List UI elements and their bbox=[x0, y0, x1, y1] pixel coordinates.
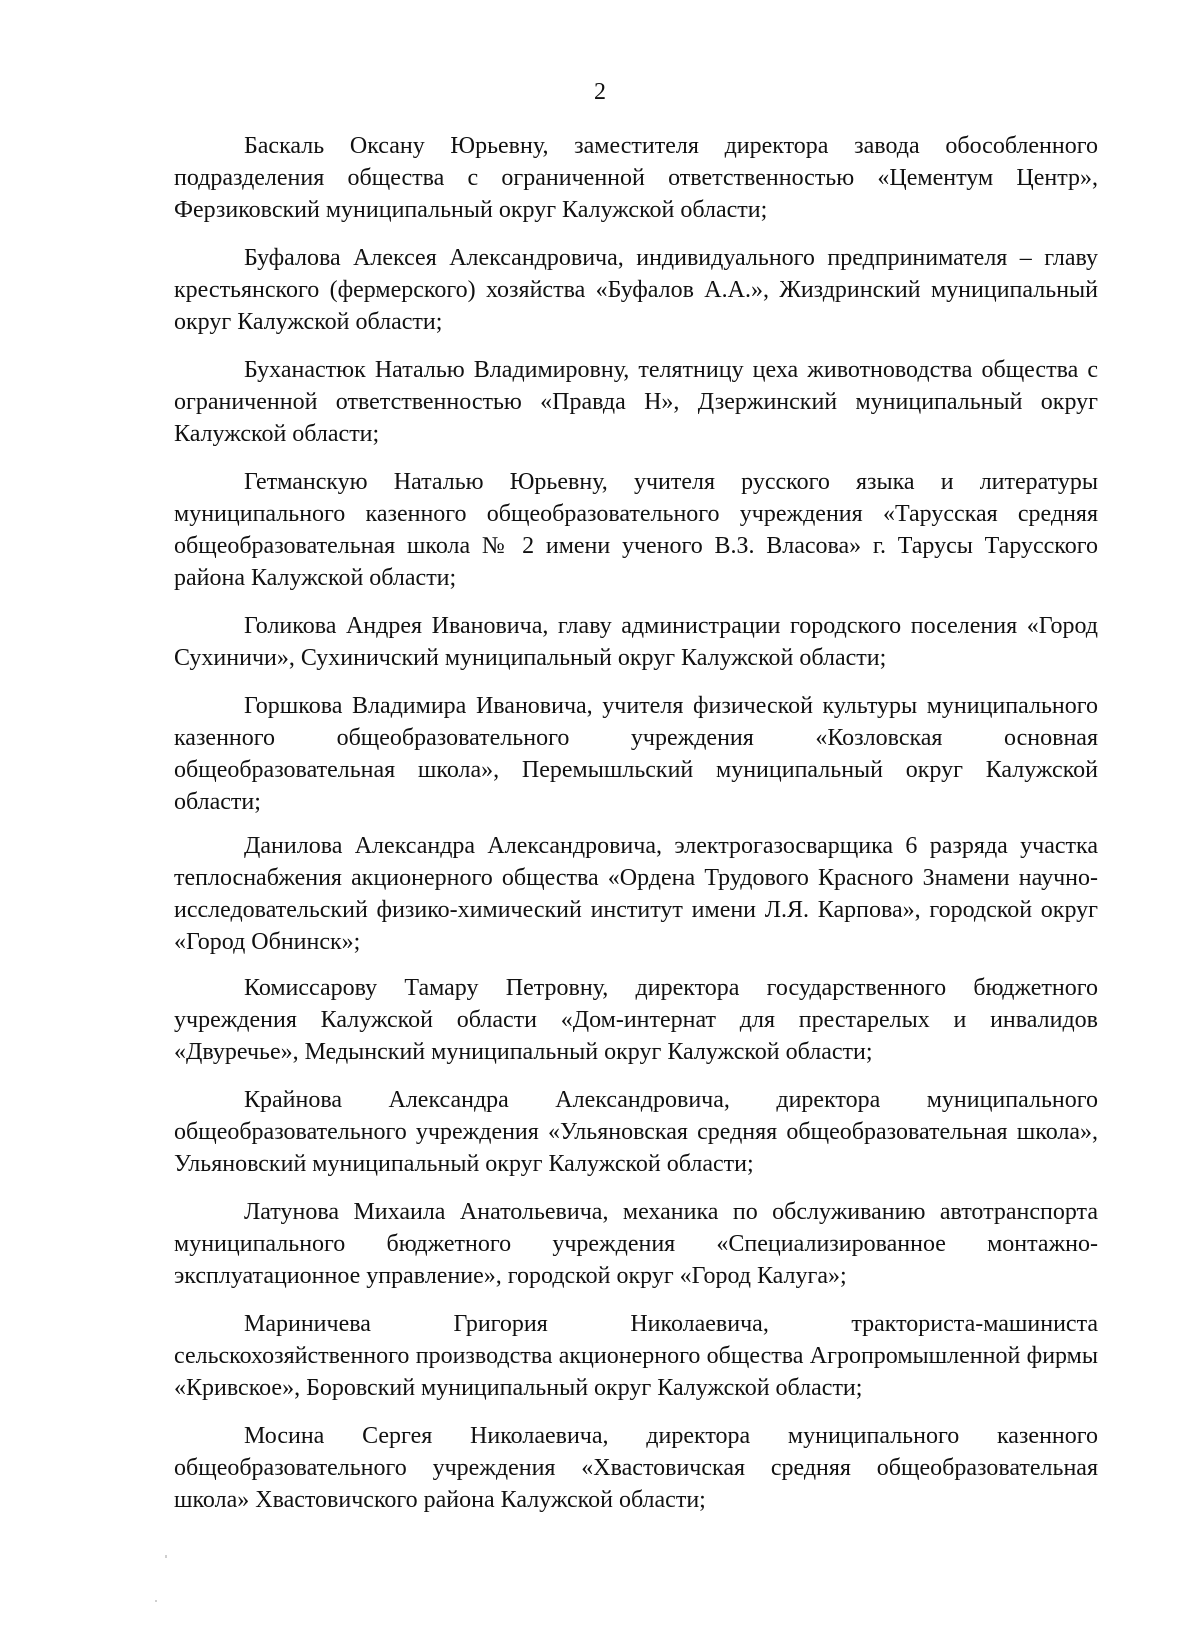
award-entry bbox=[174, 130, 1098, 226]
scan-speck bbox=[165, 1555, 167, 1558]
entry-text: Мосина Сергея Николаевича, директора муниципального казенного общеобразовательного учреждения «Хвастовичская средняя общеобразовательная школа» Хвастовичского района Калужской области; bbox=[174, 1423, 1098, 1513]
entry-text: Голикова Андрея Ивановича, главу администрации городского поселения «Город Сухиничи», Сухиничский муниципальный округ Калужской области; bbox=[174, 613, 1098, 671]
award-entry bbox=[174, 610, 1098, 674]
entry-text: Горшкова Владимира Ивановича, учителя физической культуры муниципального казенного общеобразовательного учреждения «Козловская основная общеобразовательная школа», Перемышльский муниципальный округ Калужской области; bbox=[174, 693, 1098, 815]
entry-text: Буфалова Алексея Александровича, индивидуального предпринимателя – главу крестьянского (фермерского) хозяйства «Буфалов А.А.», Жиздринский муниципальный округ Калужской области; bbox=[174, 245, 1098, 335]
entry-text: Латунова Михаила Анатольевича, механика по обслуживанию автотранспорта муниципального бюджетного учреждения «Специализированное монтажно-эксплуатационное управление», городской округ «Город Калуга»; bbox=[174, 1199, 1098, 1289]
award-entry bbox=[174, 1308, 1098, 1404]
award-entry bbox=[174, 1420, 1098, 1516]
page-number: 2 bbox=[594, 79, 606, 105]
award-entry bbox=[174, 1196, 1098, 1292]
award-entry bbox=[174, 830, 1098, 958]
entry-text: Данилова Александра Александровича, электрогазосварщика 6 разряда участка теплоснабжения акционерного общества «Ордена Трудового Красного Знамени научно-исследовательский физико-химический институт имени Л.Я. Карпова», городской округ «Город Обнинск»; bbox=[174, 833, 1098, 955]
award-entry bbox=[174, 972, 1098, 1068]
award-entry bbox=[174, 354, 1098, 450]
entry-text: Мариничева Григория Николаевича, тракториста-машиниста сельскохозяйственного производства акционерного общества Агропромышленной фирмы «Кривское», Боровский муниципальный округ Калужской области; bbox=[174, 1311, 1098, 1401]
award-entry bbox=[174, 466, 1098, 594]
entry-text: Баскаль Оксану Юрьевну, заместителя директора завода обособленного подразделения общества с ограниченной ответственностью «Цементум Центр», Ферзиковский муниципальный округ Калужской области; bbox=[174, 133, 1098, 223]
entry-text: Буханастюк Наталью Владимировну, телятницу цеха животноводства общества с ограниченной ответственностью «Правда Н», Дзержинский муниципальный округ Калужской области; bbox=[174, 357, 1098, 447]
award-entry bbox=[174, 242, 1098, 338]
entry-text: Гетманскую Наталью Юрьевну, учителя русского языка и литературы муниципального казенного общеобразовательного учреждения «Тарусская средняя общеобразовательная школа № 2 имени ученого В.З. Власова» г. Тарусы Тарусского района Калужской области; bbox=[174, 469, 1098, 591]
award-entry bbox=[174, 690, 1098, 818]
entry-text: Крайнова Александра Александровича, директора муниципального общеобразовательного учреждения «Ульяновская средняя общеобразовательная школа», Ульяновский муниципальный округ Калужской области; bbox=[174, 1087, 1098, 1177]
award-entry bbox=[174, 1084, 1098, 1180]
entry-text: Комиссарову Тамару Петровну, директора государственного бюджетного учреждения Калужской области «Дом-интернат для престарелых и инвалидов «Двуречье», Медынский муниципальный округ Калужской области; bbox=[174, 975, 1098, 1065]
scan-speck bbox=[155, 1600, 157, 1602]
